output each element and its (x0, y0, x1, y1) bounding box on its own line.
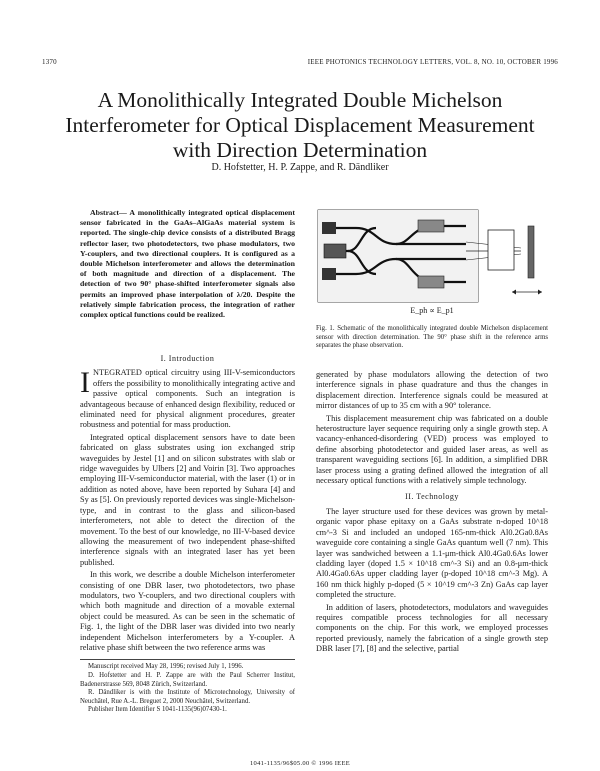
right-paragraph-4: In addition of lasers, photodetectors, modulators and waveguides requires compatible process technologies for all necessary components on the chip. For this work, we employed processes reported previously, namely the fabrication of a single growth step DBR laser [7], [8] and the selective, partial (316, 602, 548, 654)
footnote: Manuscript received May 28, 1996; revised July 1, 1996. (88, 663, 244, 671)
section-heading-introduction: I. Introduction (160, 354, 215, 363)
footnote: D. Hofstetter and H. P. Zappe are with the Paul Scherrer Institut, Badenerstrasse 569, 8048 Zürich, Switzerland. (80, 671, 295, 688)
phase-modulator-1 (418, 220, 444, 232)
right-paragraph-1: generated by phase modulators allowing the detection of two interference signals in phase quadrature and thus the changes in displacement direction. Interference signals could be measured at mirror distances of up to 35 cm with a 90° tolerance. (316, 370, 548, 411)
lens-box (488, 230, 514, 270)
copyright-line: 1041-1135/96$05.00 © 1996 IEEE (250, 760, 350, 767)
left-column (80, 348, 295, 715)
intro-paragraph-1-text: NTEGRATED optical circuitry using III-V-semiconductors offers the possibility to monolithically integrating active and passive optical components. Such an integration is advantageous because of enhanced design flexibility, reduced or eliminated need for physical alignment procedures, greater robustness and potential for mass production. (80, 368, 295, 430)
figure-caption: Fig. 1. Schematic of the monolithically integrated double Michelson displacement sensor with direction determination. The 90° phase shift in the reference arms separates the phase observation. (316, 325, 548, 350)
photodetector-2 (322, 268, 336, 280)
intro-paragraph-3: In this work, we describe a double Michelson interferometer consisting of one DBR laser, two photodetectors, two phase modulators, two Y-couplers, and two directional couplers with which both magnitude and direction of a movable external object could be measured. As can be seen in the schematic of Fig. 1, the light of the DBR laser was divided into two nearly independent Michelson interferometers by a Y-coupler. A relative phase shift between the two reference arms was (80, 570, 295, 652)
section-heading-technology: II. Technology (405, 492, 459, 502)
figure-1 (316, 204, 548, 322)
paper-title: A Monolithically Integrated Double Michelson Interferometer for Optical Displacement Measurement with Direction Determination (65, 88, 535, 162)
intro-paragraph-1 (80, 368, 295, 430)
intro-paragraph-2: Integrated optical displacement sensors have to date been fabricated on glass substrates using ion exchanged strip waveguides by Jestel [1] and on silicon substrates with slab or ridge waveguides by Ulbers [2] and Voirin [3]. Two approaches employing III-V-semiconductor material, with the laser (1) or in addition as noted above, have been reported by Suhara [4] and Sy as [5]. On previously reported devices was single-Michelson-type, and in contrast to the glass and silicon-based interferometers, not able to detect the direction of the movement. To the best of our knowledge, no III-V-based device allowing the measurement of two independent phase-shifted interference signals with an integrated laser has yet been published. (80, 432, 295, 567)
dbr-laser (324, 244, 346, 258)
journal-header: IEEE PHOTONICS TECHNOLOGY LETTERS, VOL. 8, NO. 10, OCTOBER 1996 (307, 58, 558, 66)
right-paragraph-2: This displacement measurement chip was fabricated on a double heterostructure layer sequence requiring only a single growth step. A vacancy-enhanced-disordering (VED) process was employed to define absorbing photodetector and guided laser areas, as well as transparent waveguiding sections [6]. In addition, a simplified DBR laser process using a grating defined allowed the integration of all necessary optical functions with a relatively simple technology. (316, 413, 548, 486)
phase-modulator-2 (418, 276, 444, 288)
footnote: R. Dändliker is with the Institute of Microtechnology, University of Neuchâtel, Rue A.-L. Breguet 2, 2000 Neuchâtel, Switzerland. (80, 689, 295, 705)
drop-cap: I (80, 366, 90, 400)
footnote: Publisher Item Identifier S 1041-1135(96)07430-1. (88, 706, 227, 714)
figure-formula: E_ph ∝ E_p1 (410, 306, 454, 315)
page-number: 1370 (42, 58, 57, 66)
right-paragraph-3: The layer structure used for these devices was grown by metal-organic vapor phase epitaxy on a GaAs substrate n-doped 10^18 cm^-3 Si and included an undoped 165-nm-thick Al0.2Ga0.8As waveguide core containing a single GaAs quantum well (7 nm). This layer was sandwiched between a 1.1-μm-thick Al0.4Ga0.6As lower cladding layer (doped 1.5 × 10^18 cm^-3 Si) and an 0.8-μm-thick Al0.4Ga0.6As upper cladding layer (p-doped 10^18 cm^-3 Mg). A 160 nm thick highly p-doped (5 × 10^19 cm^-3 Zn) GaAs cap layer completed the structure. (316, 506, 548, 600)
footnotes (80, 659, 295, 715)
mirror (528, 226, 534, 278)
right-column (316, 370, 548, 657)
abstract: Abstract— A monolithically integrated optical displacement sensor fabricated in the GaAs–AlGaAs material system is reported. The single-chip device consists of a distributed Bragg reflector laser, two photodetectors, two phase modulators, two Y-couplers, and two directional couplers. It is configured as a double Michelson interferometer and allows the determination of both magnitude and direction of a displacement. The detection of two 90° phase-shifted interferometer signals also permits an improved phase interpolation of λ/20. Despite the relatively simple fabrication process, the integration of rather complex optical functions could be realized. (80, 208, 295, 320)
figure-schematic (316, 204, 548, 322)
photodetector-1 (322, 222, 336, 234)
authors: D. Hofstetter, H. P. Zappe, and R. Dändliker (211, 162, 389, 173)
